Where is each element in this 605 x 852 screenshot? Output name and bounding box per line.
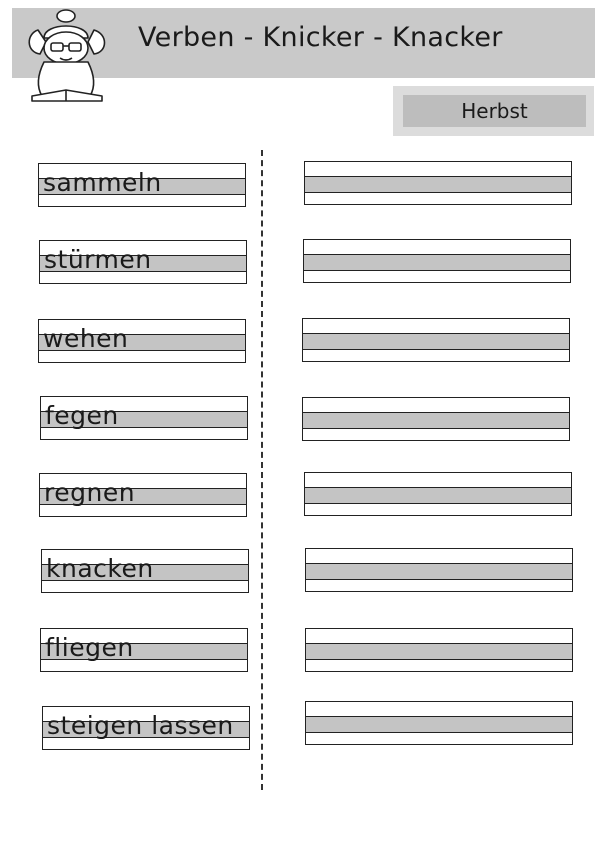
- word-6: knacken: [46, 554, 154, 583]
- word-box-3: [38, 319, 246, 363]
- topic-label: Herbst: [403, 95, 586, 127]
- word-5: regnen: [44, 478, 136, 507]
- worksheet-title: Verben - Knicker - Knacker: [138, 22, 503, 53]
- answer-line-8[interactable]: [305, 701, 573, 745]
- word-box-1: [38, 163, 246, 207]
- answer-line-4[interactable]: [302, 397, 570, 441]
- word-3: wehen: [43, 324, 129, 353]
- word-4: fegen: [45, 401, 119, 430]
- answer-line-2[interactable]: [303, 239, 571, 283]
- reading-child-icon: [22, 8, 112, 103]
- answer-line-3[interactable]: [302, 318, 570, 362]
- topic-box: [393, 86, 594, 136]
- word-box-4: [40, 396, 248, 440]
- dashed-divider: [261, 150, 263, 790]
- word-box-2: [39, 240, 247, 284]
- word-7: fliegen: [45, 633, 134, 662]
- word-box-8: [42, 706, 250, 750]
- word-1: sammeln: [43, 168, 162, 197]
- word-2: stürmen: [44, 245, 152, 274]
- word-box-5: [39, 473, 247, 517]
- answer-line-1[interactable]: [304, 161, 572, 205]
- word-box-6: [41, 549, 249, 593]
- word-box-7: [40, 628, 248, 672]
- answer-line-7[interactable]: [305, 628, 573, 672]
- answer-line-5[interactable]: [304, 472, 572, 516]
- word-8: steigen lassen: [47, 711, 234, 740]
- answer-line-6[interactable]: [305, 548, 573, 592]
